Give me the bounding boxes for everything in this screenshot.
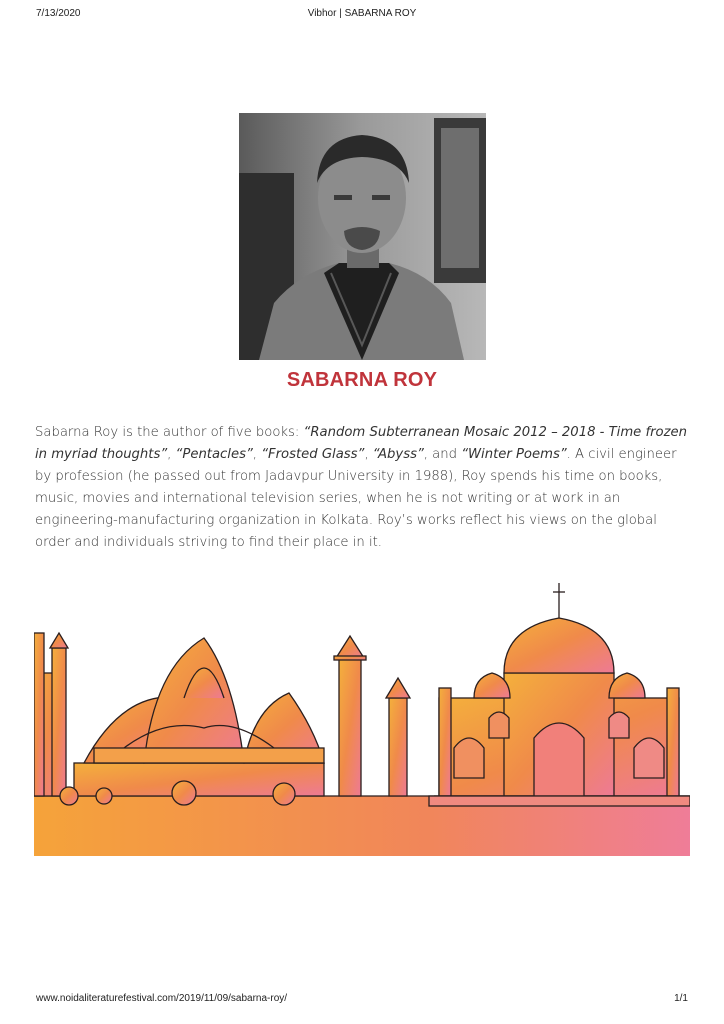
page-url: www.noidaliteraturefestival.com/2019/11/09/sabarna-roy/ — [36, 993, 288, 1004]
book-title: “Pentacles” — [175, 447, 253, 463]
author-name: SABARNA ROY — [286, 369, 438, 391]
bio-intro: Sabarna Roy is the author of five books: — [35, 425, 304, 441]
print-date: 7/13/2020 — [36, 8, 81, 19]
page-number: 1/1 — [674, 993, 688, 1004]
skyline-illustration — [34, 578, 690, 856]
author-portrait-photo-icon — [239, 113, 486, 360]
bio-separator: , — [167, 447, 176, 463]
book-title: “Abyss” — [372, 447, 424, 463]
delhi-agra-skyline-illustration-icon — [34, 578, 690, 856]
author-portrait — [239, 113, 486, 360]
bio-separator: , and — [423, 447, 462, 463]
book-title: “Frosted Glass” — [261, 447, 365, 463]
book-title: “Random Subterranean Mosaic 2012 – 2018 - Time frozen in myriad thoughts” — [35, 425, 688, 463]
bio-separator: , — [252, 447, 262, 463]
bio-body: . A civil engineer by profession (he passed out from Jadavpur University in 1988), Roy spends his time on books, music, movies and international television series, when he is not writing or at work in an engineering-manufacturing organization in Kolkata. Roy’s works reflect his views on the global order and individuals striving to find their place in it. — [35, 447, 677, 551]
print-title: Vibhor | SABARNA ROY — [307, 8, 417, 19]
bio-separator: , — [364, 447, 373, 463]
author-bio — [35, 422, 691, 554]
book-title: “Winter Poems” — [461, 447, 567, 463]
